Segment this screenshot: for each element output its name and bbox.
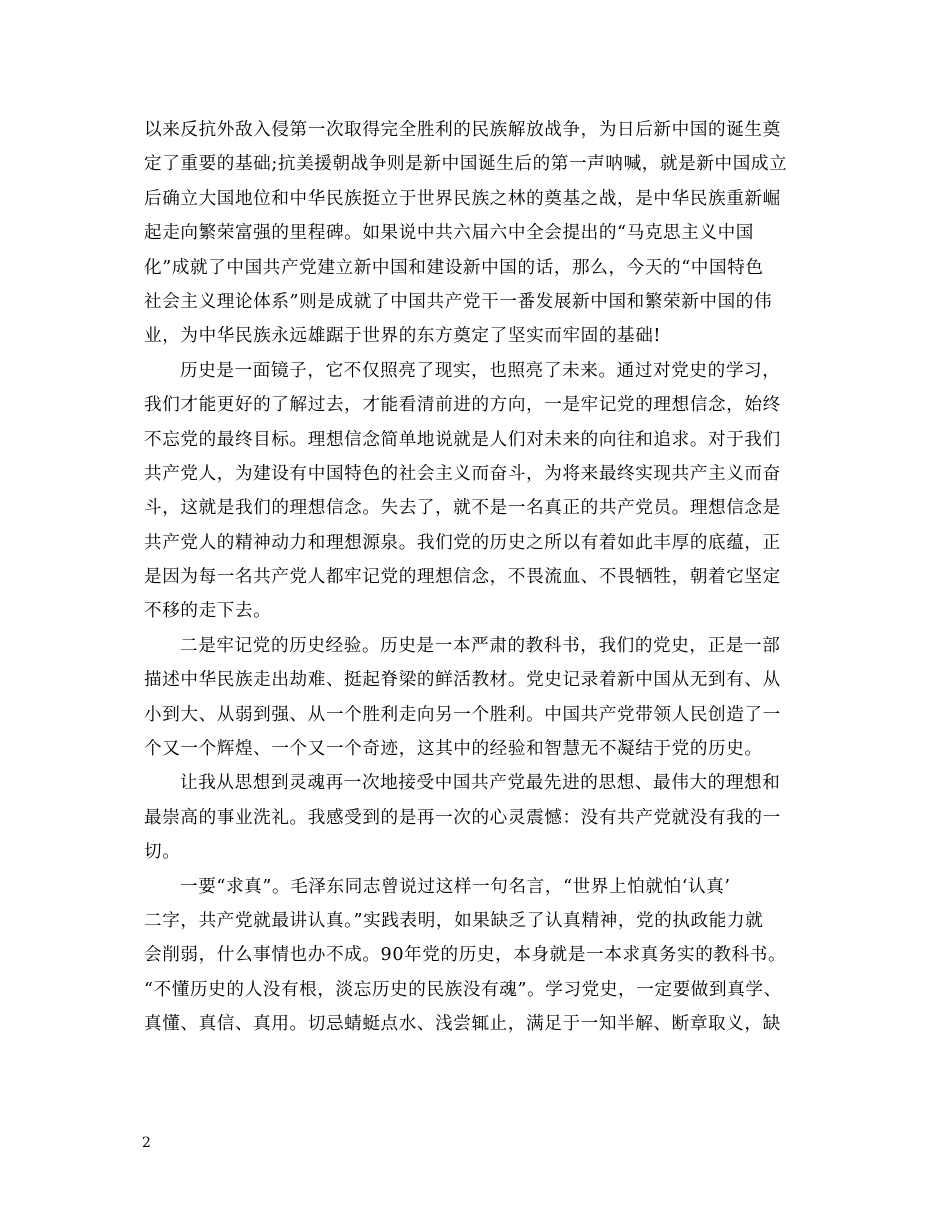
text-line: 让我从思想到灵魂再一次地接受中国共产党最先进的思想、最伟大的理想和 <box>180 773 781 794</box>
text-line: 我们才能更好的了解过去，才能看清前进的方向，一是牢记党的理想信念，始终 <box>144 395 781 416</box>
text-line: 定了重要的基础;抗美援朝战争则是新中国诞生后的第一声呐喊，就是新中国成立 <box>144 154 788 175</box>
text-line: 二字，共产党就最讲认真。”实践表明，如果缺乏了认真精神，党的执政能力就 <box>144 910 764 931</box>
text-line: “不懂历史的人没有根，淡忘历史的民族没有魂”。学习党史，一定要做到真学、 <box>144 979 782 1000</box>
page-number: 2 <box>142 1135 151 1151</box>
text-line: 描述中华民族走出劫难、挺起脊梁的鲜活教材。党史记录着新中国从无到有、从 <box>144 670 781 691</box>
text-line: 不忘党的最终目标。理想信念简单地说就是人们对未来的向往和追求。对于我们 <box>144 429 781 450</box>
text-line: 起走向繁荣富强的里程碑。如果说中共六届六中全会提出的“马克思主义中国 <box>144 223 754 244</box>
text-line: 最崇高的事业洗礼。我感受到的是再一次的心灵震憾：没有共产党就没有我的一 <box>144 807 781 828</box>
text-line: 不移的走下去。 <box>144 601 272 622</box>
text-line: 切。 <box>144 842 181 863</box>
text-line: 个又一个辉煌、一个又一个奇迹，这其中的经验和智慧无不凝结于党的历史。 <box>144 739 763 760</box>
text-line: 一要“求真”。毛泽东同志曾说过这样一句名言，“世界上怕就怕‘认真’ <box>180 876 731 897</box>
text-line: 化”成就了中国共产党建立新中国和建设新中国的话，那么，今天的“中国特色 <box>144 257 764 278</box>
text-line: 共产党人，为建设有中国特色的社会主义而奋斗，为将来最终实现共产主义而奋 <box>144 463 781 484</box>
text-line: 社会主义理论体系”则是成就了中国共产党干一番发展新中国和繁荣新中国的伟 <box>144 291 773 312</box>
text-line: 真懂、真信、真用。切忌蜻蜓点水、浅尝辄止，满足于一知半解、断章取义，缺 <box>144 1014 781 1035</box>
text-line: 共产党人的精神动力和理想源泉。我们党的历史之所以有着如此丰厚的底蕴，正 <box>144 532 781 553</box>
text-line: 二是牢记党的历史经验。历史是一本严肃的教科书，我们的党史，正是一部 <box>180 635 781 656</box>
text-line: 业，为中华民族永远雄踞于世界的东方奠定了坚实而牢固的基础! <box>144 326 662 347</box>
body-text <box>144 113 820 1042</box>
text-line: 小到大、从弱到强、从一个胜利走向另一个胜利。中国共产党带领人民创造了一 <box>144 704 781 725</box>
text-line: 是因为每一名共产党人都牢记党的理想信念，不畏流血、不畏牺牲，朝着它坚定 <box>144 567 781 588</box>
text-line: 后确立大国地位和中华民族挺立于世界民族之林的奠基之战，是中华民族重新崛 <box>144 188 781 209</box>
text-line: 会削弱，什么事情也办不成。90年党的历史，本身就是一本求真务实的教科书。 <box>144 945 787 966</box>
text-line: 斗，这就是我们的理想信念。失去了，就不是一名真正的共产党员。理想信念是 <box>144 498 781 519</box>
text-line: 历史是一面镜子，它不仅照亮了现实，也照亮了未来。通过对党史的学习， <box>180 360 781 381</box>
text-line: 以来反抗外敌入侵第一次取得完全胜利的民族解放战争，为日后新中国的诞生奠 <box>144 120 781 140</box>
